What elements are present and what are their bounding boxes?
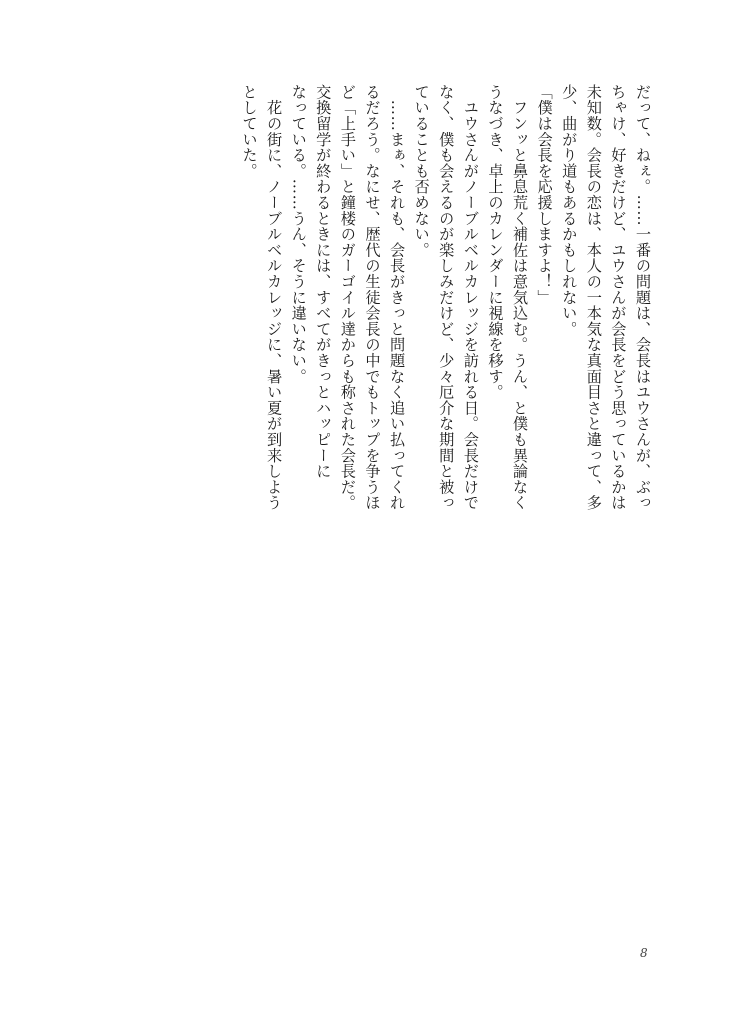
text-line: ど「上手い」と鐘楼のガーゴイル達からも称された会長だ。 [338,84,357,511]
text-line: なっている。……うん、そうに違いない。 [289,84,308,385]
text-line: 未知数。会長の恋は、本人の一本気な真面目さと違って、多 [584,84,603,511]
text-line: ……まぁ、それも、会長がきっと問題なく追い払ってくれ [388,84,407,511]
text-line: ちゃけ、好きだけど、ユウさんが会長をどう思っているかは [609,84,628,511]
page-number: 8 [640,946,648,960]
text-line: ていることも否めない。 [412,84,431,258]
text-line: なく、僕も会えるのが楽しみだけど、少々厄介な期間と被っ [437,84,456,511]
text-line: としていた。 [240,84,259,179]
text-line: 花の街に、ノーブルベルカレッジに、暑い夏が到来しよう [265,84,284,511]
dialogue-line: 「僕は会長を応援しますよ！」 [535,84,554,306]
text-line: 少、曲がり道もあるかもしれない。 [560,84,579,337]
vertical-text-body [237,84,655,516]
text-line: るだろう。なにせ、歴代の生徒会長の中でもトップを争うほ [363,84,382,511]
text-line: うなづき、卓上のカレンダーに視線を移す。 [486,84,505,400]
text-line: だって、ねぇ。……一番の問題は、会長はユウさんが、ぶっ [634,84,652,511]
text-line: 交換留学が終わるときには、すべてがきっとハッピーに [314,84,333,479]
text-line: ユウさんがノーブルベルカレッジを訪れる日。会長だけで [461,84,480,511]
text-line: フンッと鼻息荒く補佐は意気込む。うん、と僕も異論なく [511,84,530,511]
